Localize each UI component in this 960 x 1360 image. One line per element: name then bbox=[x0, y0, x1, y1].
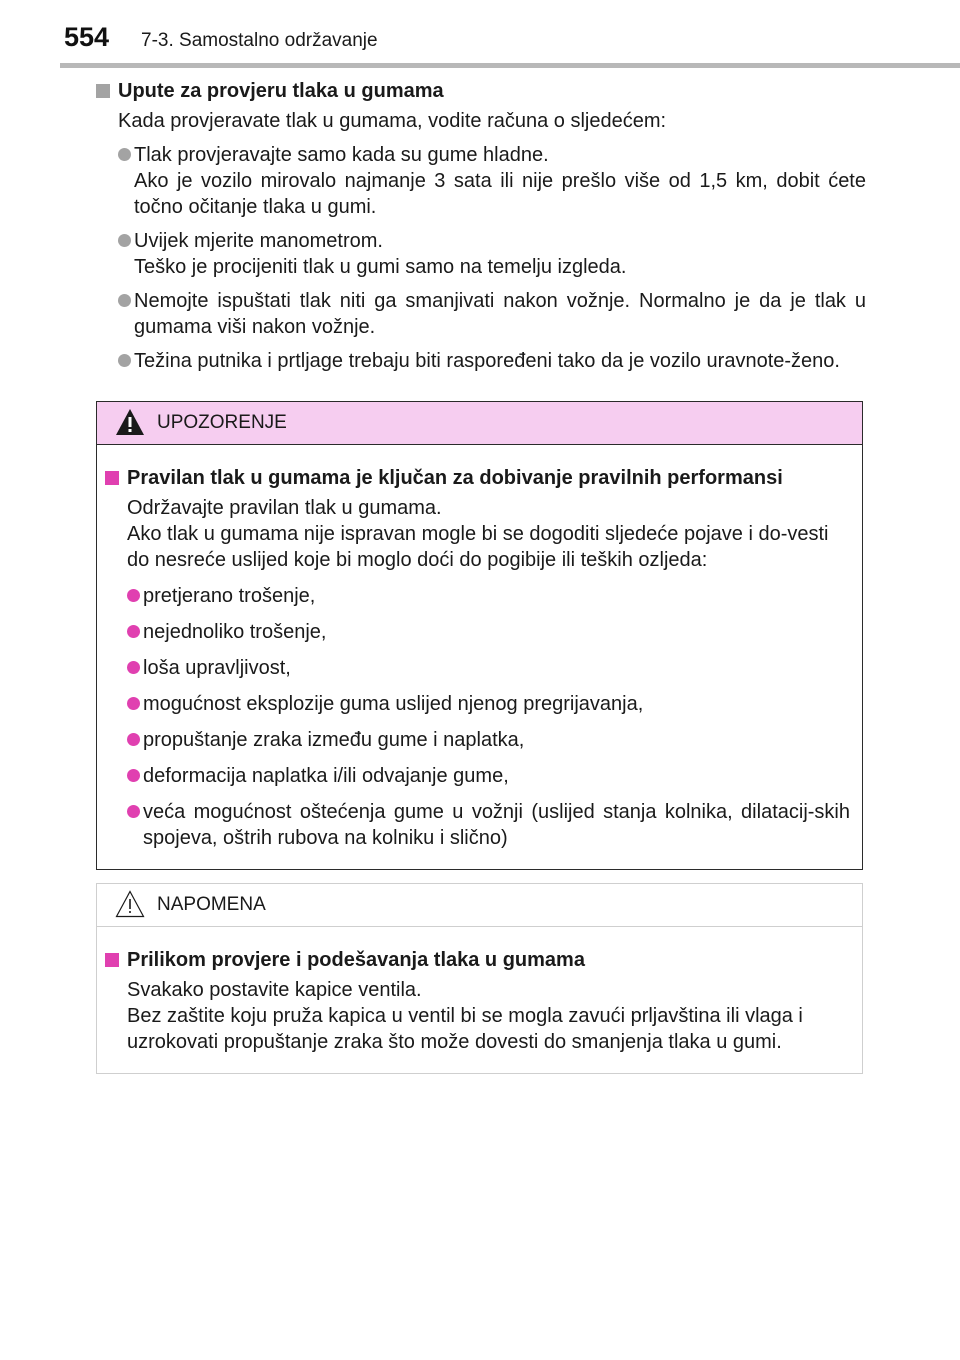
circle-bullet-icon bbox=[127, 625, 140, 638]
list-item bbox=[96, 228, 866, 280]
list-item bbox=[105, 799, 850, 851]
section-heading bbox=[96, 78, 866, 104]
tire-check-section bbox=[96, 78, 866, 382]
warning-triangle-icon bbox=[115, 408, 145, 436]
list-item-line: Težina putnika i prtljage trebaju biti raspoređeni tako da je vozilo uravnote-ženo. bbox=[134, 350, 840, 372]
warning-paragraph: Održavajte pravilan tlak u gumama. bbox=[127, 497, 442, 519]
page-number: 554 bbox=[64, 22, 110, 52]
note-box-body bbox=[97, 927, 862, 1055]
section-intro: Kada provjeravate tlak u gumama, vodite računa o sljedećem: bbox=[118, 110, 667, 132]
section-bullet-list bbox=[96, 142, 866, 374]
note-heading bbox=[105, 947, 850, 973]
list-item-text: nejednoliko trošenje, bbox=[143, 621, 327, 643]
list-item-line: Tlak provjeravajte samo kada su gume hladne. bbox=[134, 144, 549, 166]
list-item-line: Ako je vozilo mirovalo najmanje 3 sata ili nije prešlo više od 1,5 km, dobit ćete točno očitanje tlaka u gumi. bbox=[134, 170, 866, 218]
list-item-text: propuštanje zraka između gume i naplatka, bbox=[143, 729, 525, 751]
list-item-line: Teško je procijeniti tlak u gumi samo na temelju izgleda. bbox=[134, 256, 627, 278]
warning-paragraph: Ako tlak u gumama nije ispravan mogle bi se dogoditi sljedeće pojave i do-vesti do nesreće uslijed koje bi moglo doći do pogibije ili teških ozljeda: bbox=[127, 523, 829, 571]
list-item bbox=[96, 142, 866, 220]
warning-label: UPOZORENJE bbox=[157, 412, 287, 433]
list-item-text: mogućnost eksplozije guma uslijed njenog pregrijavanja, bbox=[143, 693, 644, 715]
warning-heading-text: Pravilan tlak u gumama je ključan za dobivanje pravilnih performansi bbox=[127, 467, 783, 489]
note-box-header bbox=[97, 884, 862, 927]
circle-bullet-icon bbox=[127, 733, 140, 746]
list-item bbox=[105, 655, 850, 681]
warning-box-header bbox=[97, 402, 862, 445]
list-item bbox=[96, 288, 866, 340]
note-paragraph: Bez zaštite koju pruža kapica u ventil bi se mogla zavući prljavština ili vlaga i uzrokovati propuštanje zraka što može dovesti do smanjenja tlaka u gumi. bbox=[127, 1005, 803, 1053]
list-item bbox=[96, 348, 866, 374]
note-label: NAPOMENA bbox=[157, 894, 266, 915]
note-paragraph: Svakako postavite kapice ventila. bbox=[127, 979, 422, 1001]
circle-bullet-icon bbox=[118, 148, 131, 161]
list-item-text: deformacija naplatka i/ili odvajanje gume, bbox=[143, 765, 509, 787]
circle-bullet-icon bbox=[127, 661, 140, 674]
square-bullet-icon bbox=[105, 953, 119, 967]
circle-bullet-icon bbox=[127, 805, 140, 818]
section-heading-text: Upute za provjeru tlaka u gumama bbox=[118, 80, 444, 102]
list-item-text: loša upravljivost, bbox=[143, 657, 291, 679]
circle-bullet-icon bbox=[127, 589, 140, 602]
page-header bbox=[0, 0, 960, 66]
circle-bullet-icon bbox=[118, 294, 131, 307]
list-item-text: veća mogućnost oštećenja gume u vožnji (uslijed stanja kolnika, dilatacij-skih spojeva, oštrih rubova na kolniku i slično) bbox=[143, 801, 850, 849]
list-item bbox=[105, 619, 850, 645]
circle-bullet-icon bbox=[127, 697, 140, 710]
list-item-line: Nemojte ispuštati tlak niti ga smanjivati nakon vožnje. Normalno je da je tlak u gumama viši nakon vožnje. bbox=[134, 290, 866, 338]
warning-heading bbox=[105, 465, 850, 491]
chapter-title: 7-3. Samostalno održavanje bbox=[141, 30, 378, 51]
list-item bbox=[105, 727, 850, 753]
square-bullet-icon bbox=[105, 471, 119, 485]
circle-bullet-icon bbox=[118, 234, 131, 247]
square-bullet-icon bbox=[96, 84, 110, 98]
list-item bbox=[105, 691, 850, 717]
header-rule bbox=[60, 63, 960, 68]
note-heading-text: Prilikom provjere i podešavanja tlaka u gumama bbox=[127, 949, 585, 971]
list-item bbox=[105, 763, 850, 789]
warning-box bbox=[96, 401, 863, 870]
list-item-line: Uvijek mjerite manometrom. bbox=[134, 230, 383, 252]
caution-outline-icon bbox=[115, 890, 145, 918]
circle-bullet-icon bbox=[118, 354, 131, 367]
list-item-text: pretjerano trošenje, bbox=[143, 585, 316, 607]
circle-bullet-icon bbox=[127, 769, 140, 782]
warning-box-body bbox=[97, 445, 862, 851]
warning-bullet-list bbox=[105, 583, 850, 851]
note-box bbox=[96, 883, 863, 1074]
list-item bbox=[105, 583, 850, 609]
